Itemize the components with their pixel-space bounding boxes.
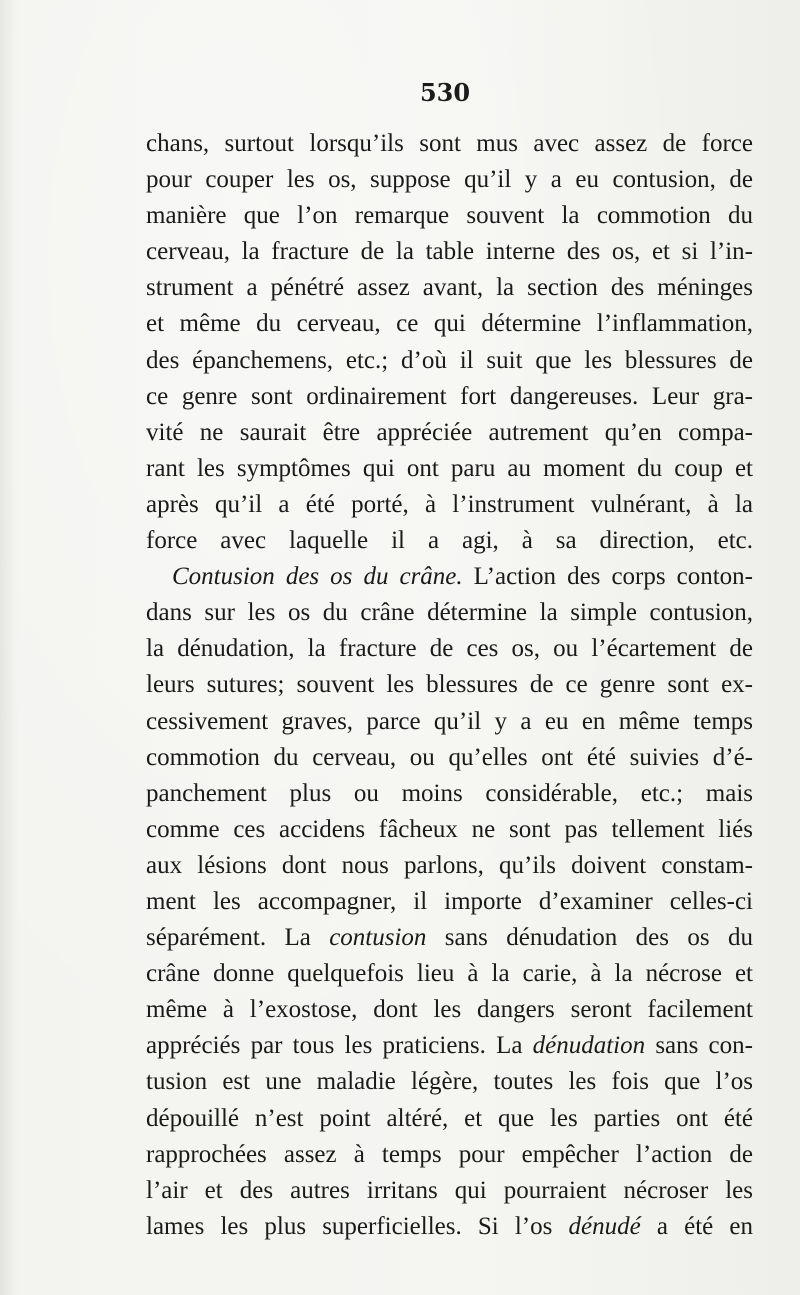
text-line	[146, 1137, 753, 1173]
text-segment: manière que l’on remarque souvent la commotion du	[146, 202, 753, 230]
text-line	[146, 1101, 753, 1137]
italic-phrase: Contusion des os du crâne.	[172, 563, 463, 591]
text-segment: commotion du cerveau, ou qu’elles ont été suivies d’é-	[146, 743, 753, 771]
text-segment: rapprochées assez à temps pour empêcher l’action de	[146, 1140, 753, 1168]
text-line	[146, 595, 753, 631]
text-line	[146, 667, 753, 703]
text-segment: sans dénudation des os du	[426, 924, 753, 952]
text-segment: force avec laquelle il a agi, à sa direction, etc.	[146, 527, 753, 555]
text-line	[146, 631, 753, 667]
text-line	[146, 559, 753, 595]
text-segment: leurs sutures; souvent les blessures de ce genre sont ex-	[146, 671, 753, 699]
text-line	[146, 704, 753, 740]
text-line	[146, 1028, 753, 1064]
text-line	[146, 270, 753, 306]
italic-phrase: dénudé	[568, 1212, 641, 1240]
text-segment: dépouillé n’est point altéré, et que les parties ont été	[146, 1104, 753, 1132]
text-segment: crâne donne quelquefois lieu à la carie, à la nécrose et	[146, 960, 753, 988]
text-segment: strument a pénétré assez avant, la section des méninges	[146, 274, 753, 302]
text-segment: panchement plus ou moins considérable, etc.; mais	[146, 779, 753, 807]
text-line	[146, 740, 753, 776]
text-segment: séparément. La	[146, 924, 330, 952]
text-line	[146, 884, 753, 920]
text-line	[146, 992, 753, 1028]
text-segment: même à l’exostose, dont les dangers seront facilement	[146, 996, 753, 1024]
text-segment: cessivement graves, parce qu’il y a eu en même temps	[146, 707, 753, 735]
text-line	[146, 198, 753, 234]
text-segment: tusion est une maladie légère, toutes les fois que l’os	[146, 1068, 753, 1096]
text-segment: chans, surtout lorsqu’ils sont mus avec assez de force	[146, 130, 753, 157]
text-segment: comme ces accidens fâcheux ne sont pas tellement liés	[146, 815, 753, 843]
text-segment: vité ne saurait être appréciée autrement qu’en compa-	[146, 418, 753, 446]
body-text	[146, 126, 753, 1245]
text-segment: la dénudation, la fracture de ces os, ou l’écartement de	[146, 635, 753, 663]
text-segment: ment les accompagner, il importe d’examiner celles-ci	[146, 887, 753, 915]
text-segment: dans sur les os du crâne détermine la simple contusion,	[146, 599, 753, 627]
text-segment: après qu’il a été porté, à l’instrument vulnérant, à la	[146, 490, 753, 518]
text-segment: L’action des corps conton-	[462, 563, 753, 591]
text-line	[146, 1064, 753, 1100]
text-line	[146, 451, 753, 487]
text-line	[146, 776, 753, 812]
text-segment: pour couper les os, suppose qu’il y a eu contusion, de	[146, 166, 753, 194]
text-line	[146, 848, 753, 884]
italic-phrase: dénudation	[532, 1032, 646, 1060]
text-segment: appréciés par tous les praticiens. La	[146, 1032, 533, 1060]
text-line	[146, 956, 753, 992]
text-line	[146, 306, 753, 342]
text-line	[146, 920, 753, 956]
text-segment: lames les plus superficielles. Si l’os	[146, 1212, 569, 1240]
text-line	[146, 162, 753, 198]
text-line	[146, 126, 753, 162]
page-number: 530	[419, 78, 471, 107]
text-line	[146, 487, 753, 523]
text-segment: cerveau, la fracture de la table interne des os, et si l’in-	[146, 238, 753, 266]
text-segment: des épanchemens, etc.; d’où il suit que les blessures de	[146, 346, 753, 374]
text-segment: sans con-	[645, 1032, 753, 1060]
text-line	[146, 812, 753, 848]
text-segment: a été en	[640, 1212, 753, 1240]
text-line	[146, 1173, 753, 1209]
text-segment: rant les symptômes qui ont paru au moment du coup et	[146, 454, 753, 482]
text-line	[146, 343, 753, 379]
text-segment: et même du cerveau, ce qui détermine l’inflammation,	[146, 310, 753, 338]
text-segment: aux lésions dont nous parlons, qu’ils doivent constam-	[146, 851, 753, 879]
text-line	[146, 415, 753, 451]
text-line	[146, 234, 753, 270]
text-line	[146, 1209, 753, 1245]
text-line	[146, 379, 753, 415]
italic-phrase: contusion	[329, 924, 427, 952]
text-segment: ce genre sont ordinairement fort dangereuses. Leur gra-	[146, 382, 753, 410]
text-line	[146, 523, 753, 559]
text-segment: l’air et des autres irritans qui pourraient nécroser les	[146, 1176, 753, 1204]
